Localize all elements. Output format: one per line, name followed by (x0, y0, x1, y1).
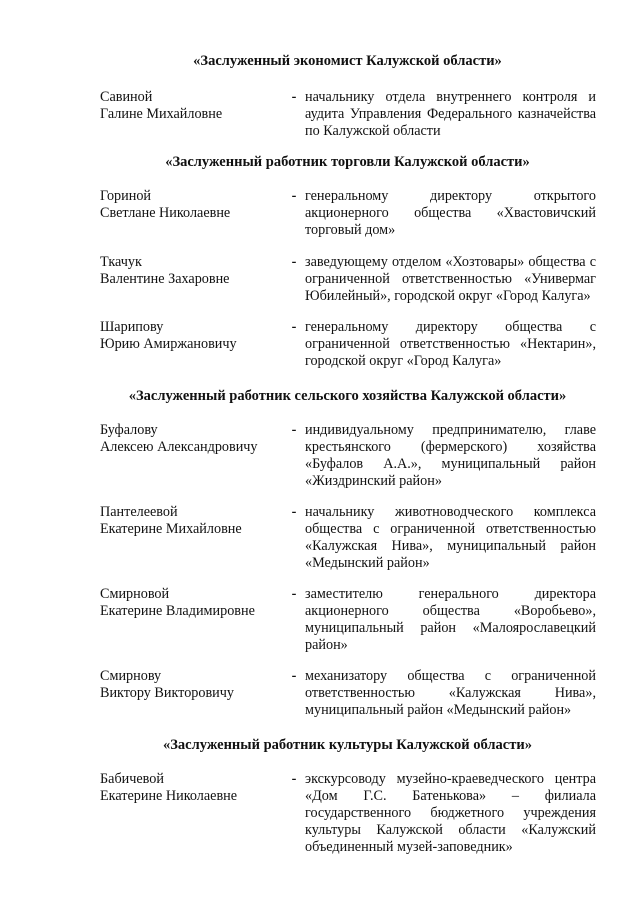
recipient-name (100, 422, 285, 456)
recipient-name (100, 668, 285, 702)
section-title-agriculture: «Заслуженный работник сельского хозяйства Калужской области» (128, 388, 567, 404)
recipient-given-name: Галине Михайловне (100, 106, 223, 122)
recipient-position: экскурсоводу музейно-краеведческого центра «Дом Г.С. Батенькова» – филиала государственного бюджетного учреждения культуры Калужской области «Калужский объединенный музей-заповедник» (305, 771, 596, 855)
recipient-surname: Шарипову (100, 319, 164, 335)
recipient-given-name: Виктору Викторовичу (100, 685, 234, 701)
recipient-surname: Смирнову (100, 668, 162, 684)
dash-separator: - (291, 586, 297, 602)
recipient-position: начальнику животноводческого комплекса общества с ограниченной ответственностью «Калужская Нива», муниципальный район «Медынский район» (305, 504, 596, 571)
recipient-position: генеральному директору общества с ограниченной ответственностью «Нектарин», городской округ «Город Калуга» (305, 319, 596, 369)
recipient-surname: Савиной (100, 89, 153, 105)
recipient-given-name: Алексею Александровичу (100, 439, 258, 455)
recipient-position: генеральному директору открытого акционерного общества «Хвастовичский торговый дом» (305, 188, 596, 238)
recipient-given-name: Валентине Захаровне (100, 271, 230, 287)
recipient-surname: Ткачук (100, 254, 142, 270)
recipient-given-name: Екатерине Николаевне (100, 788, 238, 804)
dash-separator: - (291, 771, 297, 787)
recipient-position: начальнику отдела внутреннего контроля и аудита Управления Федерального казначейства по Калужской области (305, 89, 596, 139)
recipient-position: заведующему отделом «Хозтовары» общества с ограниченной ответственностью «Универмаг Юбилейный», городской округ «Город Калуга» (305, 254, 596, 304)
dash-separator: - (291, 504, 297, 520)
recipient-name (100, 771, 285, 805)
recipient-surname: Гориной (100, 188, 152, 204)
recipient-given-name: Екатерине Михайловне (100, 521, 242, 537)
dash-separator: - (291, 319, 297, 335)
recipient-surname: Смирновой (100, 586, 170, 602)
recipient-name (100, 188, 285, 222)
recipient-name (100, 254, 285, 288)
recipient-surname: Буфалову (100, 422, 158, 438)
recipient-name (100, 89, 285, 123)
dash-separator: - (291, 422, 297, 438)
section-title-trade: «Заслуженный работник торговли Калужской области» (165, 154, 530, 170)
dash-separator: - (291, 668, 297, 684)
section-title-culture: «Заслуженный работник культуры Калужской области» (163, 737, 532, 753)
recipient-position: индивидуальному предпринимателю, главе крестьянского (фермерского) хозяйства «Буфалов А.А.», муниципальный район «Жиздринский район» (305, 422, 596, 489)
recipient-given-name: Юрию Амиржановичу (100, 336, 237, 352)
recipient-name (100, 504, 285, 538)
recipient-surname: Бабичевой (100, 771, 164, 787)
recipient-name (100, 319, 285, 353)
recipient-position: механизатору общества с ограниченной ответственностью «Калужская Нива», муниципальный район «Медынский район» (305, 668, 596, 718)
recipient-position: заместителю генерального директора акционерного общества «Воробьево», муниципальный район «Малоярославецкий район» (305, 586, 596, 653)
dash-separator: - (291, 254, 297, 270)
dash-separator: - (291, 188, 297, 204)
recipient-given-name: Светлане Николаевне (100, 205, 231, 221)
section-title-economist: «Заслуженный экономист Калужской области» (193, 53, 502, 69)
recipient-given-name: Екатерине Владимировне (100, 603, 255, 619)
recipient-name (100, 586, 285, 620)
dash-separator: - (291, 89, 297, 105)
recipient-surname: Пантелеевой (100, 504, 178, 520)
